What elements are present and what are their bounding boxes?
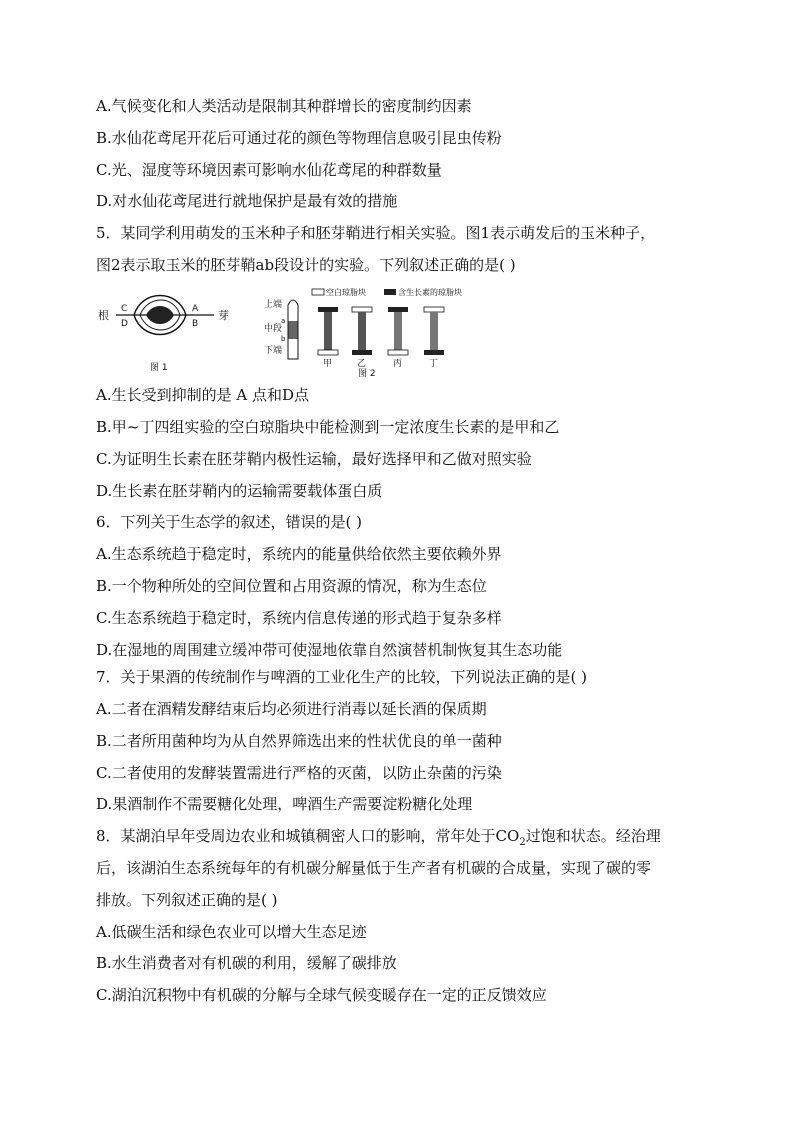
fig1-root-label: 根: [98, 309, 109, 322]
figure-2-experiment-diagram: [264, 287, 462, 377]
fig2-legend-auxin: 含生长素的琼脂块: [398, 288, 462, 297]
fig1-point-b: B: [192, 319, 199, 329]
q6-option-b: B.一个物种所处的空间位置和占用资源的情况，称为生态位: [96, 577, 487, 595]
fig2-legend-blank: 空白琼脂块: [326, 288, 366, 297]
fig2-group-jia: 甲: [323, 359, 333, 369]
q5-figures: [96, 285, 516, 377]
q4-option-b: B.水仙花鸢尾开花后可通过花的颜色等物理信息吸引昆虫传粉: [96, 129, 502, 147]
fig2-a-label: a: [281, 317, 286, 325]
fig1-point-c: C: [121, 304, 128, 314]
fig2-b-label: b: [281, 335, 286, 343]
figure-1-seed-diagram: [98, 296, 229, 374]
q8-stem-line1: [96, 826, 716, 846]
q7-option-c: C.二者使用的发酵装置需进行严格的灭菌，以防止杂菌的污染: [96, 764, 502, 782]
fig1-point-a: A: [192, 304, 199, 314]
q5-option-c: C.为证明生长素在胚芽鞘内极性运输，最好选择甲和乙做对照实验: [96, 450, 532, 468]
fig2-label-top: 上端: [264, 300, 283, 310]
q5-option-a: A.生长受到抑制的是 A 点和D点: [96, 386, 309, 404]
q5-option-d: D.生长素在胚芽鞘内的运输需要载体蛋白质: [96, 482, 383, 500]
q5-option-b: B.甲~丁四组实验的空白琼脂块中能检测到一定浓度生长素的是甲和乙: [96, 418, 560, 436]
fig2-label-bottom: 下端: [264, 346, 283, 356]
fig2-caption: 图 2: [358, 369, 376, 377]
q4-option-a: A.气候变化和人类活动是限制其种群增长的密度制约因素: [96, 97, 472, 115]
q8-option-a: A.低碳生活和绿色农业可以增大生态足迹: [96, 923, 367, 941]
q8-option-c: C.湖泊沉积物中有机碳的分解与全球气候变暖存在一定的正反馈效应: [96, 986, 547, 1004]
q7-option-d: D.果酒制作不需要糖化处理，啤酒生产需要淀粉糖化处理: [96, 795, 473, 813]
q6-option-c: C.生态系统趋于稳定时，系统内信息传递的形式趋于复杂多样: [96, 609, 502, 627]
q7-option-b: B.二者所用菌种均为从自然界筛选出来的性状优良的单一菌种: [96, 732, 502, 750]
fig2-group-bing: 丙: [393, 359, 403, 369]
q8-co2-subscript: 2: [519, 837, 526, 848]
q8-option-b: B.水生消费者对有机碳的利用，缓解了碳排放: [96, 954, 397, 972]
fig2-group-ding: 丁: [429, 359, 439, 369]
q6-stem: 6．下列关于生态学的叙述，错误的是( ): [96, 513, 363, 531]
q8-stem-line3: 排放。下列叙述正确的是( ): [96, 891, 278, 909]
fig1-caption: 图 1: [150, 363, 168, 373]
q7-option-a: A.二者在酒精发酵结束后均必须进行消毒以延长酒的保质期: [96, 700, 487, 718]
fig2-label-middle: 中段: [264, 324, 283, 334]
q4-option-c: C.光、湿度等环境因素可影响水仙花鸢尾的种群数量: [96, 161, 442, 179]
q6-option-d: D.在湿地的周围建立缓冲带可使湿地依靠自然演替机制恢复其生态功能: [96, 641, 563, 659]
q5-stem-line1: 5．某同学利用萌发的玉米种子和胚芽鞘进行相关实验。图1表示萌发后的玉米种子，: [96, 224, 656, 242]
q8-stem-line2: 后，该湖泊生态系统每年的有机碳分解量低于生产者有机碳的合成量，实现了碳的零: [96, 859, 652, 877]
fig1-point-d: D: [121, 319, 128, 329]
q4-option-d: D.对水仙花鸢尾进行就地保护是最有效的措施: [96, 192, 398, 210]
fig2-group-yi: 乙: [357, 359, 367, 369]
q6-option-a: A.生态系统趋于稳定时，系统内的能量供给依然主要依赖外界: [96, 545, 502, 563]
q7-stem: 7．关于果酒的传统制作与啤酒的工业化生产的比较，下列说法正确的是( ): [96, 668, 588, 686]
q8-stem-line1-pre: 8．某湖泊早年受周边农业和城镇稠密人口的影响，常年处于CO: [96, 827, 520, 845]
q8-stem-line1-post: 过饱和状态。经治理: [525, 827, 661, 845]
fig1-sprout-label: 芽: [218, 309, 229, 322]
q5-stem-line2: 图2表示取玉米的胚芽鞘ab段设计的实验。下列叙述正确的是( ): [96, 256, 516, 274]
